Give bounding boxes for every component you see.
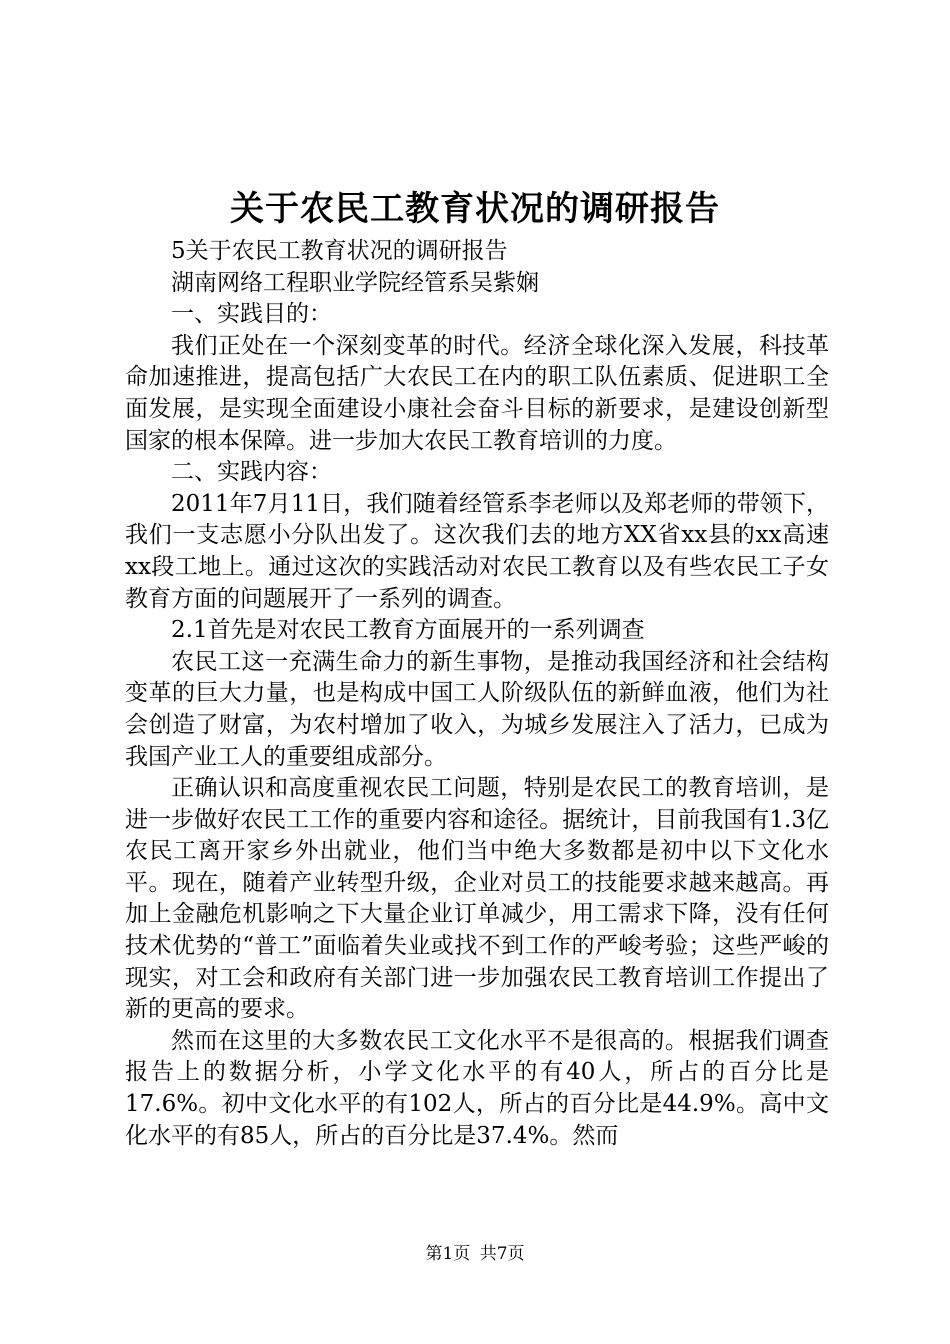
paragraph: 农民工这一充满生命力的新生事物，是推动我国经济和社会结构变革的巨大力量，也是构成中国工人阶级队伍的新鲜血液，他们为社会创造了财富，为农村增加了收入，为城乡发展注入了活力，已成为我国产业工人的重要组成部分。 (125, 648, 829, 770)
subsection-heading: 2.1首先是对农民工教育方面展开的一系列调查 (171, 617, 645, 644)
page-total: 共7页 (479, 1244, 525, 1264)
page-footer (0, 1242, 950, 1266)
author-line: 湖南网络工程职业学院经管系吴紫娴 (171, 269, 539, 296)
subtitle-line: 5关于农民工教育状况的调研报告 (171, 238, 508, 264)
paragraph: 2011年7月11日，我们随着经管系李老师以及郑老师的带领下，我们一支志愿小分队出发了。这次我们去的地方XX省xx县的xx高速xx段工地上。通过这次的实践活动对农民工教育以及有些农民工子女教育方面的问题展开了一系列的调查。 (125, 490, 829, 612)
page-number: 第1页 (425, 1244, 471, 1264)
section-heading: 一、实践目的： (171, 301, 332, 328)
document-title: 关于农民工教育状况的调研报告 (230, 189, 720, 229)
paragraph: 然而在这里的大多数农民工文化水平不是很高的。根据我们调查报告上的数据分析，小学文化水平的有40人，所占的百分比是17.6%。初中文化水平的有102人，所占的百分比是44.9%。高中文化水平的有85人，所占的百分比是37.4%。然而 (125, 1027, 829, 1149)
section-heading: 二、实践内容： (171, 459, 332, 486)
paragraph: 正确认识和高度重视农民工问题，特别是农民工的教育培训，是进一步做好农民工工作的重要内容和途径。据统计，目前我国有1.3亿农民工离开家乡外出就业，他们当中绝大多数都是初中以下文化水平。现在，随着产业转型升级，企业对员工的技能要求越来越高。再加上金融危机影响之下大量企业订单减少，用工需求下降，没有任何技术优势的“普工”面临着失业或找不到工作的严峻考验；这些严峻的现实，对工会和政府有关部门进一步加强农民工教育培训工作提出了新的更高的要求。 (125, 775, 829, 1023)
paragraph: 我们正处在一个深刻变革的时代。经济全球化深入发展，科技革命加速推进，提高包括广大农民工在内的职工队伍素质、促进职工全面发展，是实现全面建设小康社会奋斗目标的新要求，是建设创新型国家的根本保障。进一步加大农民工教育培训的力度。 (125, 332, 829, 454)
document-body (125, 236, 829, 1152)
